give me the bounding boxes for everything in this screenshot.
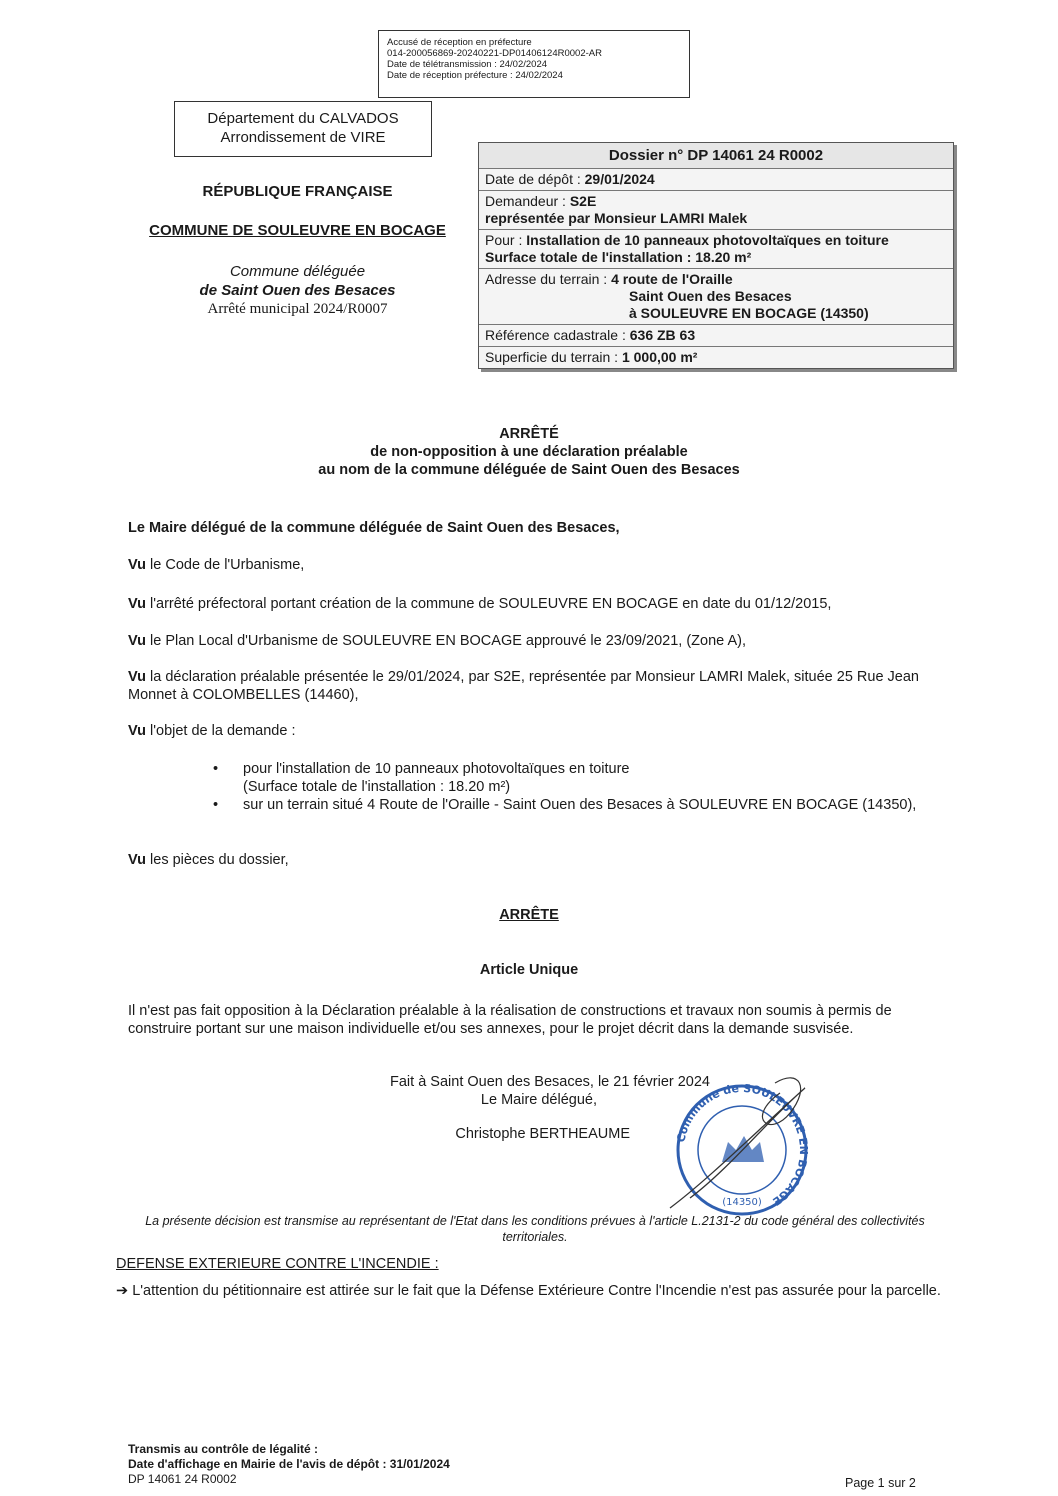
dossier-title: Dossier n° DP 14061 24 R0002: [479, 143, 953, 169]
commune-heading: COMMUNE DE SOULEUVRE EN BOCAGE: [149, 222, 446, 239]
vu-label: Vu: [128, 723, 146, 739]
vu-label: Vu: [128, 633, 146, 649]
page-number: Page 1 sur 2: [845, 1476, 916, 1490]
vu-paragraph: [128, 668, 938, 704]
footer-line: Date d'affichage en Mairie de l'avis de dépôt : 31/01/2024: [128, 1457, 450, 1471]
dossier-adresse-row: [479, 269, 953, 325]
arrow-right-icon: ➔: [116, 1283, 133, 1299]
vu-text: le Plan Local d'Urbanisme de SOULEUVRE EN BOCAGE approuvé le 23/09/2021, (Zone A),: [146, 633, 746, 649]
vu-paragraph: [128, 851, 938, 869]
arrete-subtitle-line: de non-opposition à une déclaration préalable: [370, 444, 688, 460]
objet-list: [213, 760, 943, 814]
article-text: Il n'est pas fait opposition à la Déclaration préalable à la réalisation de constructions et travaux non soumis à permis de construire portant sur une maison individuelle et/ou ses annexes, pour le projet décrit dans la demande susvisée.: [128, 1003, 892, 1037]
vu-paragraph: [128, 556, 938, 574]
article-title: Article Unique: [479, 962, 579, 978]
vu-label: Vu: [128, 596, 146, 612]
list-item-text: • pour l'installation de 10 panneaux photovoltaïques en toiture: [243, 761, 630, 777]
list-item: [213, 760, 943, 796]
svg-text:Commune de SOULEUVRE EN BOCAGE: Commune de SOULEUVRE EN BOCAGE: [674, 1081, 810, 1209]
defense-text: L'attention du pétitionnaire est attirée sur le fait que la Défense Extérieure Contre l'Incendie n'est pas assurée pour la parcelle.: [132, 1283, 941, 1299]
arrondissement-line: Arrondissement de VIRE: [220, 129, 386, 146]
dossier-box: [478, 142, 954, 369]
commune-deleguee-block: [140, 262, 455, 319]
representee-line: représentée par Monsieur LAMRI Malek: [485, 210, 748, 226]
demandeur-label: Demandeur :: [485, 193, 570, 209]
arrete-municipal-number: Arrêté municipal 2024/R0007: [207, 301, 388, 317]
transmission-note: La présente décision est transmise au représentant de l'Etat dans les conditions prévues à l'article L.2131-2 du code général des collectivités territoriales.: [145, 1214, 925, 1244]
superficie-value: 1 000,00 m²: [621, 349, 698, 365]
department-box: [174, 101, 432, 157]
arrete-heading: ARRÊTE: [499, 907, 559, 923]
commune-deleguee-name: de Saint Ouen des Besaces: [199, 282, 396, 299]
maire-line: Le Maire délégué de la commune déléguée de Saint Ouen des Besaces,: [128, 520, 620, 536]
surface-line: Surface totale de l'installation : 18.20 m²: [485, 249, 752, 265]
adresse-label: Adresse du terrain :: [485, 271, 612, 287]
dossier-reference-row: [479, 325, 953, 347]
vu-label: Vu: [128, 557, 146, 573]
adresse-line: 4 route de l'Oraille: [611, 271, 733, 287]
maire-role: Le Maire délégué,: [480, 1092, 597, 1108]
dossier-pour-row: [479, 230, 953, 269]
list-item: [213, 796, 943, 814]
vu-paragraph: [128, 632, 938, 650]
receipt-line: Accusé de réception en préfecture: [387, 37, 532, 48]
arrete-subtitle-line: au nom de la commune déléguée de Saint Ouen des Besaces: [318, 462, 740, 478]
vu-label: Vu: [128, 669, 146, 685]
demandeur-value: S2E: [569, 193, 597, 209]
fait-line: Fait à Saint Ouen des Besaces, le 21 février 2024: [390, 1074, 710, 1090]
vu-paragraph: [128, 722, 938, 740]
commune-deleguee-label: Commune déléguée: [229, 263, 366, 280]
list-item-text: • sur un terrain situé 4 Route de l'Oraille - Saint Ouen des Besaces à SOULEUVRE EN BOCAGE (14350),: [243, 797, 917, 813]
pour-label: Pour :: [485, 232, 527, 248]
vu-text: la déclaration préalable présentée le 29/01/2024, par S2E, représentée par Monsieur LAMRI Malek, située 25 Rue Jean Monnet à COLOMBELLES (14460),: [128, 669, 919, 703]
vu-text: le Code de l'Urbanisme,: [146, 557, 305, 573]
receipt-line: 014-200056869-20240221-DP01406124R0002-AR: [387, 48, 602, 59]
footer: [128, 1442, 450, 1487]
vu-paragraph: [128, 595, 938, 613]
dossier-date-row: [479, 169, 953, 191]
receipt-stamp: [378, 30, 690, 98]
footer-reference: DP 14061 24 R0002: [128, 1472, 237, 1486]
list-item-text: (Surface totale de l'installation : 18.20 m²): [243, 779, 511, 795]
defense-notice: [116, 1282, 946, 1300]
vu-text: les pièces du dossier,: [146, 852, 289, 868]
footer-line: Transmis au contrôle de légalité :: [128, 1442, 319, 1456]
signatory-name: Christophe BERTHEAUME: [455, 1126, 630, 1142]
reference-value: 636 ZB 63: [629, 327, 696, 343]
vu-text: l'arrêté préfectoral portant création de la commune de SOULEUVRE EN BOCAGE en date du 01/12/2015,: [146, 596, 832, 612]
dossier-date-label: Date de dépôt :: [485, 171, 585, 187]
municipal-seal-stamp: [650, 1058, 810, 1218]
pour-value: Installation de 10 panneaux photovoltaïques en toiture: [526, 232, 889, 248]
vu-label: Vu: [128, 852, 146, 868]
republique-heading: RÉPUBLIQUE FRANÇAISE: [202, 183, 393, 200]
receipt-line: Date de réception préfecture : 24/02/2024: [387, 70, 563, 81]
vu-text: l'objet de la demande :: [146, 723, 296, 739]
arrete-title-line: ARRÊTÉ: [499, 426, 559, 442]
dossier-date-value: 29/01/2024: [584, 171, 655, 187]
dossier-demandeur-row: [479, 191, 953, 230]
adresse-line: à SOULEUVRE EN BOCAGE (14350): [629, 305, 869, 321]
receipt-line: Date de télétransmission : 24/02/2024: [387, 59, 548, 70]
defense-heading: DEFENSE EXTERIEURE CONTRE L'INCENDIE :: [116, 1256, 439, 1272]
svg-text:(14350): (14350): [722, 1197, 762, 1208]
arrete-title: [0, 425, 1058, 479]
reference-label: Référence cadastrale :: [485, 327, 630, 343]
adresse-line: Saint Ouen des Besaces: [629, 288, 792, 304]
department-line: Département du CALVADOS: [207, 110, 399, 127]
dossier-superficie-row: [479, 347, 953, 368]
superficie-label: Superficie du terrain :: [485, 349, 622, 365]
